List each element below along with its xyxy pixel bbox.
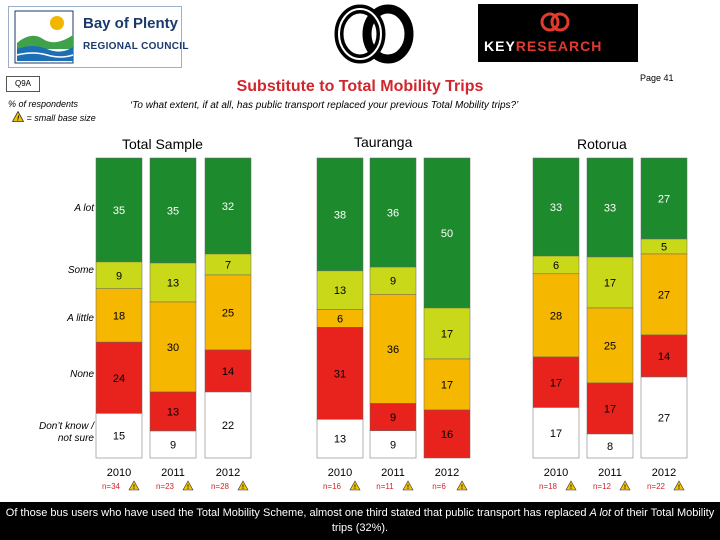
- data-label: 14: [657, 351, 671, 363]
- group-title-tauranga: Tauranga: [354, 134, 413, 150]
- warning-icon-mark: !: [570, 485, 572, 491]
- warning-icon-mark: !: [678, 485, 680, 491]
- data-label: 22: [221, 420, 235, 432]
- percent-label: % of respondents: [8, 99, 79, 109]
- data-label: 33: [603, 202, 617, 215]
- small-base-legend: ! = small base size: [12, 111, 96, 123]
- warning-icon-mark: !: [187, 485, 189, 491]
- base-size-label: n=11: [376, 482, 394, 491]
- data-label: 28: [549, 310, 563, 323]
- base-size-label: n=12: [592, 482, 612, 491]
- base-size-label: n=34: [101, 482, 121, 491]
- year-tick-label: 2011: [161, 467, 185, 479]
- data-label: 13: [166, 277, 180, 290]
- page-title: Substitute to Total Mobility Trips: [236, 78, 484, 95]
- year-tick-label: 2010: [543, 467, 569, 479]
- group-title-rotorua: Rotorua: [577, 136, 627, 152]
- data-label: 9: [389, 439, 397, 452]
- base-size-label: n=6: [432, 482, 446, 491]
- data-label: 16: [440, 429, 454, 441]
- data-label: 9: [389, 275, 397, 288]
- data-label: 30: [166, 342, 180, 354]
- row-label-dont-know: Don’t know / not sure: [38, 421, 94, 444]
- warning-icon-mark: !: [354, 485, 356, 491]
- row-label-a-lot: A lot: [74, 203, 94, 214]
- base-size-label: n=16: [322, 482, 342, 491]
- data-label: 24: [112, 372, 126, 385]
- warning-icon-mark: !: [624, 485, 626, 491]
- data-label: 9: [115, 270, 123, 283]
- warning-icon-mark: !: [461, 485, 463, 491]
- data-label: 13: [333, 433, 347, 446]
- data-label: 17: [440, 328, 454, 341]
- data-label: 17: [549, 377, 563, 390]
- svg-text:!: !: [16, 115, 20, 122]
- row-label-none: None: [70, 369, 94, 380]
- data-label: 6: [336, 313, 344, 326]
- data-label: 31: [333, 368, 347, 381]
- data-label: 13: [166, 406, 180, 419]
- client-logo-name: Bay of Plenty: [83, 15, 179, 32]
- agency-logo-wordmark: KEYRESEARCH: [484, 38, 603, 54]
- year-tick-label: 2010: [106, 467, 132, 479]
- base-size-label: n=23: [155, 482, 175, 491]
- year-tick-label: 2012: [651, 467, 677, 479]
- data-label: 25: [603, 340, 617, 353]
- data-label: 9: [389, 412, 397, 425]
- data-label: 7: [224, 259, 232, 272]
- data-label: 17: [603, 403, 617, 416]
- year-tick-label: 2012: [434, 467, 460, 479]
- row-label-some: Some: [67, 265, 94, 276]
- warning-icon-mark: !: [407, 485, 409, 491]
- warning-icon-mark: !: [242, 485, 244, 491]
- data-label: 15: [112, 430, 126, 443]
- data-label: 6: [552, 259, 560, 272]
- data-label: 36: [386, 207, 400, 220]
- row-label-a-little: A little: [67, 313, 94, 324]
- data-label: 17: [549, 427, 563, 440]
- question-text: ‘To what extent, if at all, has public transport replaced your previous Total Mobility trips?’: [130, 100, 519, 111]
- page-number: Page 41: [640, 73, 674, 83]
- year-tick-label: 2012: [215, 467, 241, 479]
- data-label: 38: [333, 209, 347, 222]
- data-label: 35: [166, 205, 180, 218]
- data-label: 9: [169, 439, 177, 452]
- group-title-total-sample: Total Sample: [122, 136, 203, 152]
- data-label: 35: [112, 204, 126, 217]
- data-label: 13: [333, 285, 347, 298]
- data-label: 33: [549, 202, 563, 215]
- data-label: 8: [606, 441, 614, 453]
- client-logo-sub: REGIONAL COUNCIL: [83, 41, 189, 52]
- warning-icon-mark: !: [133, 485, 135, 491]
- data-label: 17: [440, 379, 454, 392]
- data-label: 36: [386, 343, 400, 356]
- base-size-label: n=28: [210, 482, 230, 491]
- question-code: Q9A: [6, 76, 40, 92]
- year-tick-label: 2011: [598, 467, 622, 479]
- base-size-label: n=18: [538, 482, 558, 491]
- data-label: 32: [221, 201, 235, 213]
- footer-summary: Of those bus users who have used the Total Mobility Scheme, almost one third stated that public transport has replaced A lot of their Total Mobility trips (32%).: [0, 502, 720, 540]
- data-label: 17: [603, 277, 617, 290]
- data-label: 25: [221, 307, 235, 320]
- data-label: 27: [657, 289, 671, 302]
- year-tick-label: 2011: [381, 467, 405, 479]
- data-label: 5: [660, 241, 668, 254]
- data-label: 27: [657, 193, 671, 206]
- base-size-label: n=22: [646, 482, 666, 491]
- data-label: 50: [440, 228, 454, 240]
- year-tick-label: 2010: [327, 467, 353, 479]
- data-label: 18: [112, 310, 126, 323]
- data-label: 14: [221, 366, 235, 378]
- data-label: 27: [657, 412, 671, 425]
